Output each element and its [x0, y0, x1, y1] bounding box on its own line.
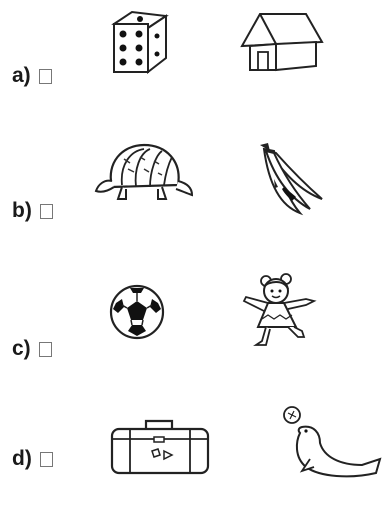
- exercise-row-a: [0, 0, 390, 120]
- soccer-ball-icon: [108, 283, 166, 341]
- armadillo-icon: [92, 135, 196, 209]
- dice-icon: [104, 6, 174, 78]
- item-label-c: [12, 337, 52, 361]
- exercise-row-b: [0, 125, 390, 245]
- answer-checkbox[interactable]: [40, 204, 53, 219]
- answer-checkbox[interactable]: [40, 452, 53, 467]
- seal-icon: [270, 401, 386, 483]
- answer-checkbox[interactable]: [39, 69, 52, 84]
- item-letter: c): [12, 337, 31, 360]
- item-label-d: [12, 447, 53, 471]
- exercise-row-c: [0, 255, 390, 375]
- bananas-icon: [244, 139, 328, 219]
- answer-checkbox[interactable]: [39, 342, 52, 357]
- item-letter: a): [12, 64, 31, 87]
- exercise-row-d: [0, 385, 390, 505]
- suitcase-icon: [106, 415, 214, 477]
- item-letter: b): [12, 199, 32, 222]
- doll-icon: [236, 267, 328, 351]
- house-icon: [236, 8, 328, 76]
- item-label-b: [12, 199, 53, 223]
- item-label-a: [12, 64, 52, 88]
- item-letter: d): [12, 447, 32, 470]
